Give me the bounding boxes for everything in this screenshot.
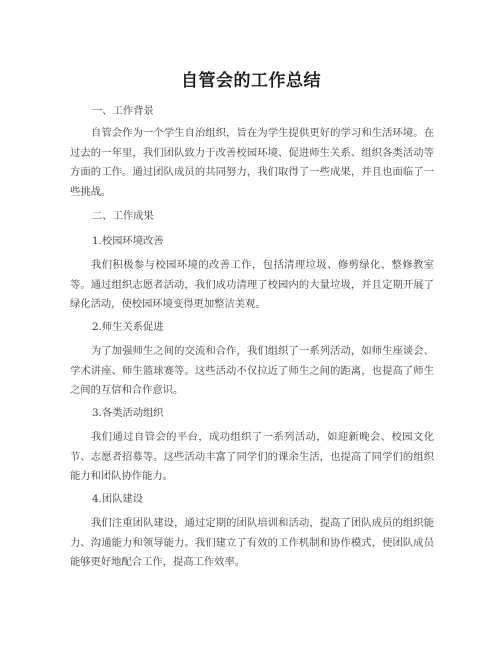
paragraph-activities <box>70 428 434 487</box>
paragraph-text: 我们积极参与校园环境的改善工作，包括清理垃圾、修剪绿化、整修教室等。通过组织志愿者活动，我们成功清理了校园内的大量垃圾，并且定期开展了绿化活动，使校园环境变得更加整洁美观。 <box>70 259 434 310</box>
section-heading-results: 二、工作成果 <box>92 210 154 222</box>
subheading-teacher-student: 2.师生关系促进 <box>92 321 164 333</box>
paragraph-text: 我们通过自管会的平台，成功组织了一系列活动，如迎新晚会、校园文化节、志愿者招募等。这些活动丰富了同学们的课余生活，也提高了同学们的组织能力和团队协作能力。 <box>70 431 434 482</box>
paragraph-team-building <box>70 514 434 573</box>
document-title: 自管会的工作总结 <box>181 71 321 91</box>
subheading-campus-environment: 1.校园环境改善 <box>92 235 164 247</box>
subheading-activities: 3.各类活动组织 <box>92 407 164 419</box>
paragraph-text: 自管会作为一个学生自治组织，旨在为学生提供更好的学习和生活环境。在过去的一年里，我们团队致力于改善校园环境、促进师生关系、组织各类活动等方面的工作。通过团队成员的共同努力，我们取得了一些成果，并且也面临了一些挑战。 <box>70 127 434 198</box>
paragraph-background <box>70 124 434 202</box>
paragraph-text: 为了加强师生之间的交流和合作，我们组织了一系列活动，如师生座谈会、学术讲座、师生篮球赛等。这些活动不仅拉近了师生之间的距离，也提高了师生之间的互信和合作意识。 <box>70 345 434 396</box>
subheading-team-building: 4.团队建设 <box>92 493 144 505</box>
paragraph-campus-environment <box>70 256 434 315</box>
section-heading-background: 一、工作背景 <box>92 105 154 117</box>
paragraph-teacher-student <box>70 342 434 401</box>
paragraph-text: 我们注重团队建设，通过定期的团队培训和活动，提高了团队成员的组织能力、沟通能力和领导能力。我们建立了有效的工作机制和协作模式，使团队成员能够更好地配合工作，提高工作效率。 <box>70 517 434 568</box>
